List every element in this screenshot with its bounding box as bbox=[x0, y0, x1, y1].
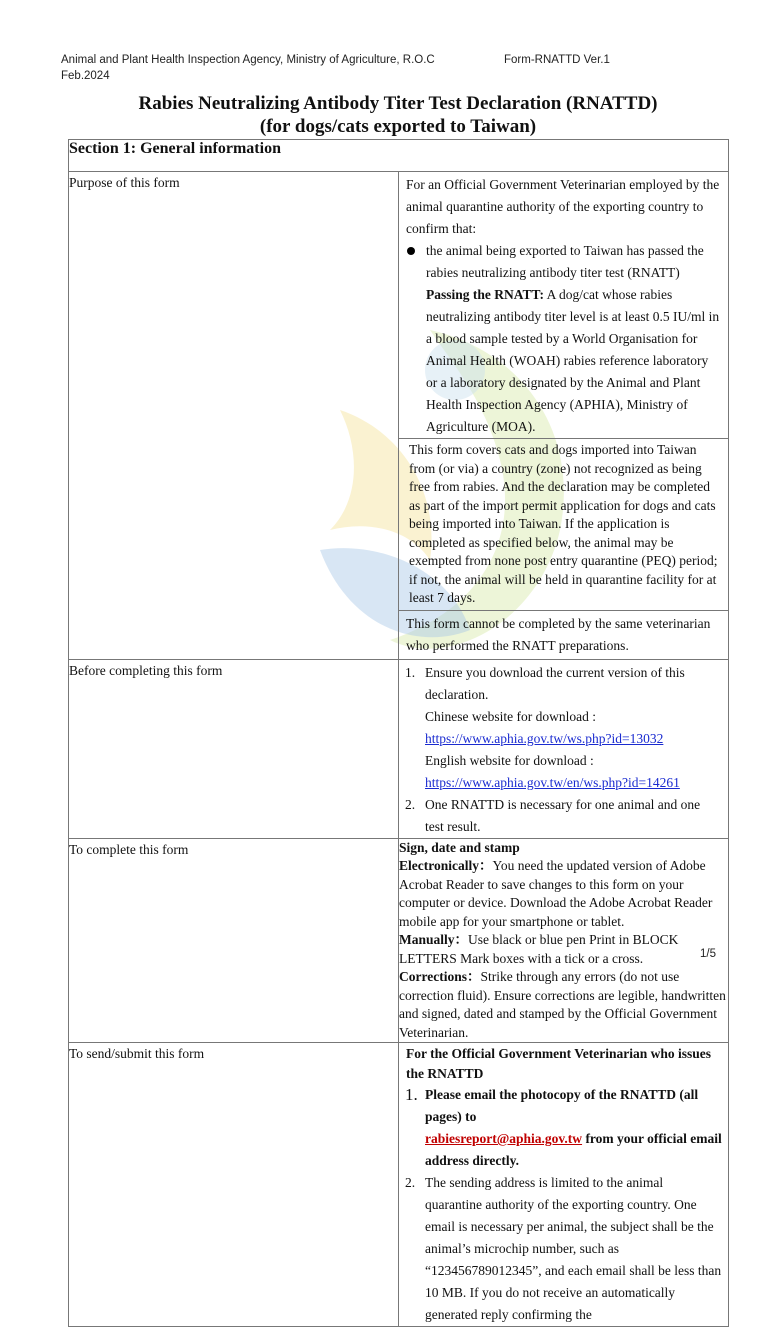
purpose-covers: This form covers cats and dogs imported into Taiwan from (or via) a country (zone) not recognized as being free from rabies. And the declaration may be completed as part of the import permit application for dogs and cats being imported into Taiwan. If the application is completed as specified below, the animal may be exempted from none post entry quarantine (PEQ) period; if not, the animal will be held in quarantine facility for at least 7 days. bbox=[399, 438, 728, 610]
send-item-2-num: 2. bbox=[405, 1175, 416, 1190]
send-heading bbox=[399, 1044, 728, 1084]
send-item-2 bbox=[405, 1172, 722, 1326]
purpose-intro: For an Official Government Veterinarian employed by the animal quarantine authority of the exporting country to confirm that: bbox=[406, 177, 720, 236]
before-item-1-text: Ensure you download the current version of this declaration. bbox=[425, 664, 685, 702]
corrections-text: Strike through any errors (do not use correction fluid). Ensure corrections are legible, handwritten and signed, dated and stamped by the Official Government Veterinarian. bbox=[399, 969, 726, 1040]
before-content bbox=[399, 659, 729, 838]
before-item-2-text: One RNATTD is necessary for one animal and one test result. bbox=[425, 796, 701, 834]
corrections-label: Corrections： bbox=[399, 969, 481, 984]
purpose-row bbox=[69, 172, 729, 660]
section1-heading: Section 1: General information bbox=[69, 140, 729, 172]
complete-heading bbox=[399, 839, 728, 858]
passing-label: Passing the RNATT: bbox=[426, 287, 545, 302]
manual-text: Use black or blue pen Print in BLOCK LETTERS Mark boxes with a tick or a cross. bbox=[399, 932, 679, 966]
manual-instructions bbox=[399, 931, 728, 968]
complete-row bbox=[69, 838, 729, 1043]
header-date: Feb.2024 bbox=[61, 70, 110, 82]
purpose-bullet bbox=[406, 240, 722, 284]
page-number: 1/5 bbox=[700, 948, 716, 960]
chinese-download bbox=[425, 706, 722, 750]
electronic-label: Electronically： bbox=[399, 858, 493, 873]
corrections-instructions bbox=[399, 968, 728, 1042]
manual-label: Manually： bbox=[399, 932, 469, 947]
send-heading-text: For the Official Government Veterinarian who issues the RNATTD bbox=[406, 1046, 711, 1081]
send-content bbox=[399, 1043, 729, 1327]
header-form-id: Form-RNATTD Ver.1 bbox=[504, 54, 610, 66]
send-label: To send/submit this form bbox=[69, 1043, 399, 1327]
section1-table bbox=[68, 139, 729, 1327]
before-item-2-num: 2. bbox=[405, 796, 416, 812]
header-left bbox=[61, 52, 435, 84]
before-item-1 bbox=[405, 662, 722, 706]
chinese-download-label: Chinese website for download : bbox=[425, 708, 596, 724]
header-agency: Animal and Plant Health Inspection Agency, Ministry of Agriculture, R.O.C bbox=[61, 54, 435, 66]
send-row bbox=[69, 1043, 729, 1327]
chinese-download-link[interactable]: https://www.aphia.gov.tw/ws.php?id=13032 bbox=[425, 730, 664, 746]
page-title: Rabies Neutralizing Antibody Titer Test Declaration (RNATTD) bbox=[138, 93, 658, 114]
passing-text: A dog/cat whose rabies neutralizing antibody titer level is at least 0.5 IU/ml in a blood sample tested by a World Organisation for Animal Health (WOAH) rabies reference laboratory or a laboratory designated by the Animal and Plant Health Inspection Agency (APHIA), Ministry of Agriculture (MOA). bbox=[426, 287, 720, 434]
purpose-bullet-text: the animal being exported to Taiwan has passed the rabies neutralizing antibody titer test (RNATT) bbox=[426, 243, 704, 280]
before-label: Before completing this form bbox=[69, 659, 399, 838]
send-item-1 bbox=[405, 1084, 722, 1172]
page-subtitle: (for dogs/cats exported to Taiwan) bbox=[259, 116, 537, 137]
english-download-label: English website for download : bbox=[425, 752, 594, 768]
english-download bbox=[425, 750, 722, 794]
complete-heading-text: Sign, date and stamp bbox=[399, 839, 520, 855]
send-item-1-text-a: Please email the photocopy of the RNATTD (all pages) to bbox=[425, 1087, 699, 1124]
send-item-2-text: The sending address is limited to the animal quarantine authority of the exporting country. One email is necessary per animal, the subject shall be the animal’s microchip number, such as “123456789012345”, and each email shall be less than 10 MB. If you do not receive an automatically generated reply confirming the bbox=[425, 1175, 722, 1322]
before-row bbox=[69, 659, 729, 838]
purpose-label: Purpose of this form bbox=[69, 172, 399, 660]
electronic-instructions bbox=[399, 857, 728, 931]
before-item-2 bbox=[405, 794, 722, 838]
english-download-link[interactable]: https://www.aphia.gov.tw/en/ws.php?id=14261 bbox=[425, 774, 680, 790]
purpose-content bbox=[399, 172, 729, 660]
send-item-1-num: 1. bbox=[405, 1085, 418, 1104]
passing-rnatt bbox=[426, 284, 722, 438]
electronic-text: You need the updated version of Adobe Acrobat Reader to save changes to this form on your computer or device. Download the Adobe Acrobat Reader mobile app for your smartphone or tablet. bbox=[399, 858, 713, 929]
bullet-dot-icon bbox=[407, 247, 415, 255]
purpose-same-vet: This form cannot be completed by the same veterinarian who performed the RNATT preparations. bbox=[399, 610, 728, 659]
complete-content bbox=[399, 838, 729, 1043]
before-item-1-num: 1. bbox=[405, 664, 416, 680]
send-item-1-text-b: from your official email address directly. bbox=[425, 1131, 722, 1168]
email-link[interactable]: rabiesreport@aphia.gov.tw bbox=[425, 1131, 583, 1146]
complete-label: To complete this form bbox=[69, 838, 399, 1043]
